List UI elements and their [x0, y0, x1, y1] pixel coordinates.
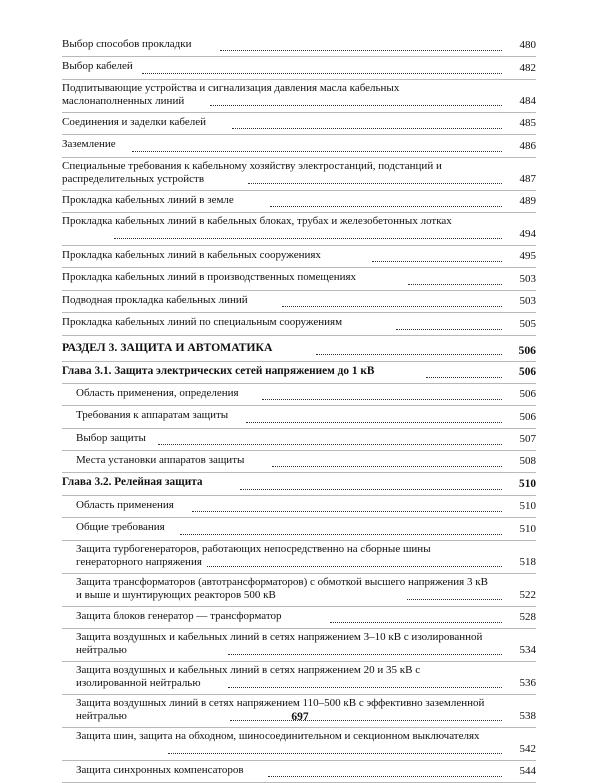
- toc-entry[interactable]: [62, 135, 536, 157]
- toc-entry[interactable]: [62, 268, 536, 290]
- toc-page-number: 518: [519, 555, 536, 568]
- toc-entry-title: Защита воздушных и кабельных линий в сетях напряжением 20 и 35 кВ с изолированной нейтралью: [76, 664, 421, 690]
- toc-leader-dots: [228, 687, 502, 688]
- toc-page-number: 544: [519, 765, 536, 778]
- toc-entry[interactable]: [62, 574, 536, 607]
- toc-leader-dots: [114, 238, 502, 239]
- toc-entry[interactable]: [62, 607, 536, 629]
- toc-entry-title: Защита трансформаторов (автотрансформаторов) с обмоткой высшего напряжения 3 кВ и выше и шунтирующих реакторов 500 кВ: [76, 575, 488, 601]
- toc-leader-dots: [228, 654, 502, 655]
- toc-leader-dots: [210, 105, 502, 106]
- toc-leader-dots: [240, 489, 502, 490]
- toc-entry[interactable]: [62, 291, 536, 313]
- toc-page-number: 536: [519, 677, 536, 690]
- toc-page-number: 506: [519, 388, 536, 401]
- toc-leader-dots: [272, 466, 502, 467]
- toc-chapter-heading[interactable]: [62, 473, 536, 495]
- toc-entry-title: Защита воздушных и кабельных линий в сетях напряжением 3–10 кВ с изолированной нейтралью: [76, 631, 483, 657]
- toc-entry[interactable]: [62, 406, 536, 428]
- toc-leader-dots: [158, 444, 502, 445]
- toc-leader-dots: [407, 599, 502, 600]
- toc-entry-title: Общие требования: [76, 521, 165, 534]
- page-number: 697: [291, 711, 309, 723]
- toc-leader-dots: [408, 284, 502, 285]
- toc-page-number: 542: [519, 743, 536, 756]
- toc-entry-title: Защита блоков генератор — трансформатор: [76, 609, 282, 622]
- toc-entry[interactable]: [62, 35, 536, 57]
- toc-entry-title: Выбор способов прокладки: [62, 38, 192, 50]
- toc-leader-dots: [142, 73, 502, 74]
- toc-leader-dots: [192, 511, 502, 512]
- toc-entry-title: Защита воздушных линий в сетях напряжением 110–500 кВ с эффективно заземленной нейтралью: [76, 697, 485, 723]
- toc-leader-dots: [168, 753, 502, 754]
- toc-entry[interactable]: [62, 158, 536, 191]
- toc-leader-dots: [282, 306, 502, 307]
- toc-entry-title: Требования к аппаратам защиты: [76, 409, 229, 422]
- toc-entry-title: Подводная прокладка кабельных линий: [62, 293, 248, 306]
- toc-entry[interactable]: [62, 496, 536, 518]
- toc-entry-title: Выбор кабелей: [62, 60, 133, 73]
- toc-entry[interactable]: [62, 57, 536, 79]
- toc-entry[interactable]: [62, 113, 536, 135]
- toc-entry[interactable]: [62, 761, 536, 783]
- toc-leader-dots: [372, 261, 502, 262]
- toc-page-number: 503: [519, 295, 536, 308]
- toc-leader-dots: [270, 206, 502, 207]
- toc-page-number: 528: [519, 611, 536, 624]
- toc-page-number: 510: [519, 477, 536, 490]
- toc-entry-title: Защита турбогенераторов, работающих непосредственно на сборные шины генераторного напряжения: [76, 542, 431, 568]
- toc-entry-title: Заземление: [62, 138, 116, 151]
- toc-entry[interactable]: [62, 662, 536, 695]
- toc-page-number: 506: [518, 343, 536, 357]
- toc-entry-title: Соединения и заделки кабелей: [62, 115, 207, 128]
- toc-entry-title: Прокладка кабельных линий по специальным сооружениям: [62, 316, 343, 329]
- toc-page-number: 489: [519, 194, 536, 207]
- toc-entry-title: Защита синхронных компенсаторов: [76, 764, 244, 777]
- toc-entry[interactable]: [62, 728, 536, 761]
- toc-leader-dots: [207, 566, 502, 567]
- toc-leader-dots: [396, 329, 502, 330]
- toc-leader-dots: [220, 50, 502, 51]
- toc-page-number: 495: [519, 250, 536, 263]
- toc-page-number: 522: [519, 588, 536, 601]
- toc-entry[interactable]: [62, 518, 536, 540]
- toc-page-number: 510: [519, 522, 536, 535]
- toc-leader-dots: [268, 776, 502, 777]
- toc-entry[interactable]: [62, 541, 536, 574]
- toc-chapter-heading[interactable]: [62, 362, 536, 384]
- toc-entry-title: Прокладка кабельных линий в производственных помещениях: [62, 271, 357, 284]
- toc-page-number: 484: [519, 94, 536, 107]
- toc-entry[interactable]: [62, 80, 536, 113]
- toc-page-number: 508: [519, 455, 536, 468]
- toc-entry-title: Подпитывающие устройства и сигнализация давления масла кабельных маслонаполненных линий: [62, 81, 400, 107]
- table-of-contents: [62, 35, 536, 783]
- toc-page-number: 494: [519, 227, 536, 240]
- toc-entry[interactable]: [62, 313, 536, 335]
- toc-entry[interactable]: [62, 429, 536, 451]
- toc-entry[interactable]: [62, 213, 536, 246]
- toc-entry-title: Места установки аппаратов защиты: [76, 454, 245, 467]
- chapter-title: Глава 3.2. Релейная защита: [62, 476, 203, 489]
- toc-leader-dots: [330, 622, 502, 623]
- toc-page-number: 538: [519, 710, 536, 723]
- toc-page-number: 503: [519, 272, 536, 285]
- toc-leader-dots: [262, 399, 502, 400]
- toc-entry[interactable]: [62, 451, 536, 473]
- toc-leader-dots: [180, 534, 502, 535]
- toc-leader-dots: [132, 151, 502, 152]
- toc-entry-title: Прокладка кабельных линий в земле: [62, 193, 234, 206]
- toc-leader-dots: [426, 377, 502, 378]
- toc-page-number: 506: [519, 410, 536, 423]
- toc-page-number: 506: [519, 365, 536, 378]
- toc-entry-title: Область применения, определения: [76, 386, 239, 399]
- toc-page-number: 510: [519, 500, 536, 513]
- toc-entry-title: Прокладка кабельных линий в кабельных сооружениях: [62, 248, 321, 261]
- toc-page-number: 505: [519, 317, 536, 330]
- toc-entry-title: Защита шин, защита на обходном, шиносоединительном и секционном выключателях: [76, 730, 480, 743]
- toc-section-heading[interactable]: [62, 336, 536, 362]
- toc-page-number: 486: [519, 139, 536, 152]
- toc-page-number: 482: [519, 61, 536, 74]
- toc-leader-dots: [316, 354, 502, 355]
- toc-page-number: 534: [519, 644, 536, 657]
- toc-entry[interactable]: [62, 246, 536, 268]
- toc-page-number: 487: [519, 172, 536, 185]
- toc-entry[interactable]: [62, 629, 536, 662]
- toc-entry-title: Прокладка кабельных линий в кабельных блоках, трубах и железобетонных лотках: [62, 214, 452, 227]
- toc-leader-dots: [246, 422, 502, 423]
- toc-entry[interactable]: [62, 191, 536, 213]
- toc-entry-title: Выбор защиты: [76, 431, 146, 444]
- toc-page-number: 507: [519, 433, 536, 446]
- toc-entry-title: Область применения: [76, 498, 174, 511]
- toc-leader-dots: [248, 183, 502, 184]
- chapter-title: Глава 3.1. Защита электрических сетей напряжением до 1 кВ: [62, 364, 375, 377]
- toc-page-number: 485: [519, 117, 536, 130]
- section-title: РАЗДЕЛ 3. ЗАЩИТА И АВТОМАТИКА: [62, 340, 273, 354]
- toc-page-number: 480: [519, 39, 536, 52]
- toc-entry[interactable]: [62, 384, 536, 406]
- toc-leader-dots: [232, 128, 502, 129]
- toc-entry-title: Специальные требования к кабельному хозяйству электростанций, подстанций и распределительных устройств: [62, 159, 442, 185]
